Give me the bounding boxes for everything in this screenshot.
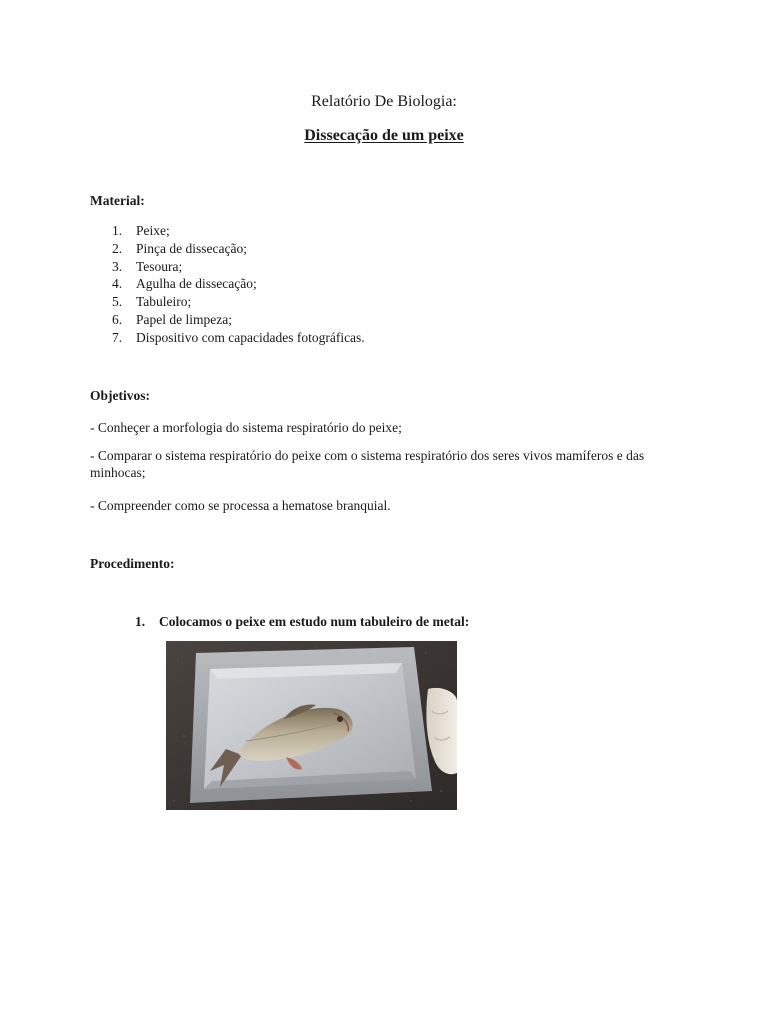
list-item [112,222,365,240]
objective-item: - Compreender como se processa a hematose branquial. [90,498,391,513]
list-item [112,311,365,329]
objective-item: - Conheçer a morfologia do sistema respiratório do peixe; [90,420,402,435]
procedimento-heading: Procedimento: [90,556,175,571]
list-item-text: Tabuleiro; [136,294,192,310]
objetivos-heading: Objetivos: [90,388,150,403]
list-item-text: Peixe; [136,223,170,238]
list-item-number: 6. [112,311,123,327]
procedure-step [135,614,469,630]
list-item-number: 3. [112,258,123,274]
list-item [112,240,365,258]
list-item [112,293,365,311]
material-heading: Material: [90,193,145,208]
list-item-number: 5. [112,294,123,310]
list-item-text: Papel de limpeza; [136,311,232,327]
document-subtitle: Dissecação de um peixe [304,127,464,144]
objective-item: - Comparar o sistema respiratório do peixe com o sistema respiratório dos seres vivos mamíferos e das minhocas; [90,448,645,480]
list-item [112,275,365,293]
list-item-text: Dispositivo com capacidades fotográficas. [136,329,365,345]
list-item-text: Agulha de dissecação; [136,276,257,292]
document-title: Relatório De Biologia: [311,93,457,110]
list-item [112,258,365,276]
list-item-text: Tesoura; [136,258,183,274]
list-item-number: 7. [112,329,123,345]
list-item [112,329,365,347]
list-item-number: 2. [112,240,123,256]
fish-tray-photo [166,641,457,810]
material-list [112,222,365,347]
list-item-text: Pinça de dissecação; [136,240,247,256]
list-item-number: 1. [112,223,123,238]
step-number: 1. [135,614,146,629]
list-item-number: 4. [112,276,123,292]
step-text: Colocamos o peixe em estudo num tabuleiro de metal: [159,614,470,629]
fish-tray-illustration [166,641,457,810]
